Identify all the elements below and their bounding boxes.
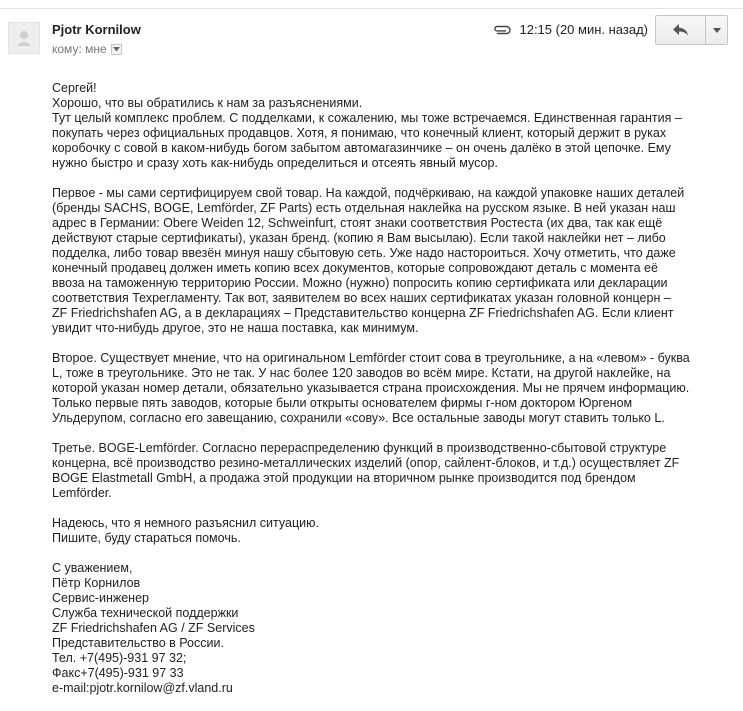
chevron-down-icon	[713, 28, 721, 33]
body-line: ZF Friedrichshafen AG, а в декларациях – Представительство концерна ZF Friedrichshafen AG. Если клиент	[52, 306, 674, 320]
body-line: увидит что-нибудь другое, это не наша поставка, как минимум.	[52, 321, 419, 335]
paragraph-4	[52, 441, 724, 501]
body-line: Тут целый комплекс проблем. С подделками, к сожалению, мы тоже встречаемся. Единственная гарантия –	[52, 111, 682, 125]
body-line: Надеюсь, что я немного разъяснил ситуацию.	[52, 516, 319, 530]
signature-line: ZF Friedrichshafen AG / ZF Services	[52, 621, 255, 635]
signature-line: Представительство в России.	[52, 636, 224, 650]
body-line: ввоза на таможенную территорию России. Можно (нужно) попросить копию сертификата или декларации	[52, 276, 668, 290]
body-line: Только первые пять заводов, которые были открыты основателем фирмы г-ном доктором Юргеном	[52, 396, 633, 410]
body-line: (бренды SACHS, BOGE, Lemförder, ZF Parts) есть отдельная наклейка на русском языке. В ней указан наш	[52, 201, 676, 215]
body-line: действуют старые сертификаты), указан бренд. (копию я Вам высылаю). Если такой наклейки нет – либо	[52, 231, 666, 245]
signature-line: Пётр Корнилов	[52, 576, 141, 590]
body-line: Первое - мы сами сертифицируем свой товар. На каждой, подчёркиваю, на каждой упаковке наших деталей	[52, 186, 685, 200]
reply-button[interactable]	[655, 15, 706, 45]
body-line: Lemförder.	[52, 486, 112, 500]
body-line: BOGE Elastmetall GmbH, а продажа этой продукции на вторичном рынке производится под брендом	[52, 471, 636, 485]
body-line: подделка, либо товар ввезён минуя нашу сбытовую сеть. Уже надо настороиться. Хочу отметить, что даже	[52, 246, 676, 260]
recipient-label: кому: мне	[52, 42, 107, 56]
body-line: Сергей!	[52, 81, 97, 95]
body-line: Хорошо, что вы обратились к нам за разъяснениями.	[52, 96, 363, 110]
signature-line: Тел. +7(495)-931 97 32;	[52, 651, 187, 665]
more-actions-button[interactable]	[706, 15, 728, 45]
sender-name[interactable]: Pjotr Kornilow	[52, 22, 141, 37]
top-divider	[0, 8, 743, 9]
body-line: которой указан номер детали, обязательно указывается страна происхождения. Мы не прячем информацию.	[52, 381, 690, 395]
avatar[interactable]	[8, 22, 40, 54]
paragraph-1	[52, 81, 724, 171]
body-line: Пишите, буду стараться помочь.	[52, 531, 241, 545]
body-line: адрес в Германии: Obere Weiden 12, Schweinfurt, стоят знаки соответствия Ростеста (их два, так как ещё	[52, 216, 663, 230]
body-line: Третье. BOGE-Lemförder. Согласно перераспределению функций в производственно-сбытовой структуре	[52, 441, 667, 455]
person-icon	[9, 23, 39, 53]
body-line: конечный продавец должен иметь копию всех документов, которые сопровождают деталь с момента её	[52, 261, 658, 275]
chevron-down-icon	[113, 47, 120, 52]
signature	[52, 561, 724, 696]
reply-button-group	[655, 15, 728, 45]
message-time[interactable]: 12:15 (20 мин. назад)	[519, 22, 648, 37]
signature-line: Сервис-инженер	[52, 591, 149, 605]
recipient-details-toggle[interactable]	[111, 44, 122, 55]
message-meta	[493, 22, 648, 37]
body-line: Второе. Существует мнение, что на оригинальном Lemförder стоит сова в треугольнике, а на «левом» - буква	[52, 351, 690, 365]
body-line: коробочку с совой в каком-нибудь богом забытом автомагазинчике – он очень далёко в этой цепочке. Ему	[52, 141, 671, 155]
body-line: L, тоже в треугольнике. Это не так. У нас более 120 заводов во всём мире. Кстати, на другой наклейке, на	[52, 366, 671, 380]
signature-line: С уважением,	[52, 561, 133, 575]
paragraph-3	[52, 351, 724, 426]
signature-email[interactable]: e-mail:pjotr.kornilow@zf.vland.ru	[52, 681, 233, 695]
body-line: концерна, всё производство резино-металлических изделий (опор, сайлент-блоков, и т.д.) осуществляет ZF	[52, 456, 680, 470]
body-line: соответствия Техрегламенту. Так вот, заявителем во всех наших сертификатах указан головной концерн –	[52, 291, 671, 305]
signature-line: Факс+7(495)-931 97 33	[52, 666, 184, 680]
reply-arrow-icon	[673, 24, 689, 36]
paragraph-5	[52, 516, 724, 546]
body-line: нужно быстро и сразу хоть как-нибудь определиться и отсеять явный мусор.	[52, 156, 498, 170]
recipient-row	[52, 42, 122, 56]
message-body	[52, 81, 724, 711]
paperclip-icon	[493, 25, 511, 35]
body-line: Ульдерупом, согласно его завещанию, сохранили «сову». Все остальные заводы могут ставить только L.	[52, 411, 665, 425]
paragraph-2	[52, 186, 724, 336]
body-line: покупать через официальных продавцов. Хотя, я понимаю, что конечный клиент, который держит в руках	[52, 126, 667, 140]
signature-line: Служба технической поддержки	[52, 606, 239, 620]
